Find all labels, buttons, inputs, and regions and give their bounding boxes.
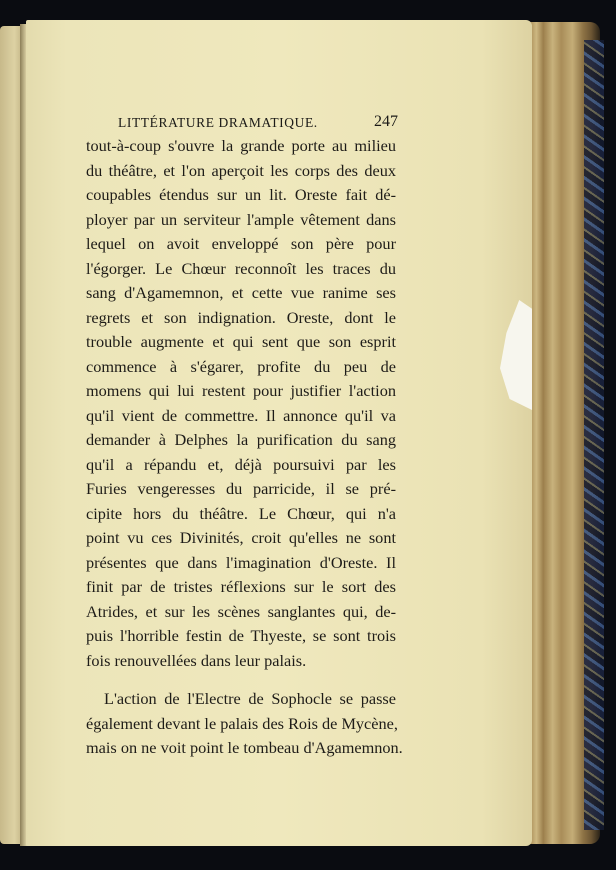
text-line: point vu ces Divinités, croit qu'elles ne sont [86,528,396,547]
text-line: regrets et son indignation. Oreste, dont le [86,307,396,327]
text-line: commence à s'égarer, profite du peu de [86,356,396,376]
text-line: qu'il a répandu et, déjà poursuivi par les [86,454,396,474]
text-line: présentes que dans l'imagination d'Oreste. Il [86,552,396,572]
marbled-cover [584,40,604,830]
text-line: finit par de tristes réflexions sur le sort des [86,577,396,596]
text-line: tout-à-coup s'ouvre la grande porte au milieu [86,136,396,155]
text-line: momens qui lui restent pour justifier l'action [86,381,396,400]
text-line: fois renouvellées dans leur palais. [86,650,307,670]
text-line: cipite hors du théâtre. Le Chœur, qui n'a [86,503,396,523]
paragraph-gap [86,673,396,687]
text-line: ployer par un serviteur l'ample vêtement dans [86,209,396,229]
text-line: sang d'Agamemnon, et cette vue ranime ses [86,283,396,302]
body-text [86,134,403,761]
text-line: L'action de l'Electre de Sophocle se passe [104,689,396,708]
text-line: du théâtre, et l'on aperçoit les corps des deux [86,160,396,180]
text-line: également devant le palais des Rois de Mycène, [86,713,398,733]
text-line: coupables étendus sur un lit. Oreste fait dé- [86,185,396,204]
paragraph-2 [86,687,403,761]
text-line: lequel on avoit enveloppé son père pour [86,234,396,253]
text-line: l'égorger. Le Chœur reconnoît les traces du [86,258,396,278]
text-line: mais on ne voit point le tombeau d'Agamemnon. [86,738,403,757]
running-header [118,113,400,133]
text-line: Furies vengeresses du parricide, il se pré- [86,479,396,498]
text-line: trouble augmente et qui sent que son esprit [86,332,396,351]
text-line: demander à Delphes la purification du sang [86,430,396,449]
text-line: qu'il vient de commettre. Il annonce qu'il va [86,405,396,425]
text-line: puis l'horrible festin de Thyeste, se sont trois [86,626,396,645]
text-line: Atrides, et sur les scènes sanglantes qui, de- [86,601,396,621]
running-title: LITTÉRATURE DRAMATIQUE. [118,115,318,130]
page-number: 247 [374,113,398,130]
paragraph-1 [86,134,396,673]
